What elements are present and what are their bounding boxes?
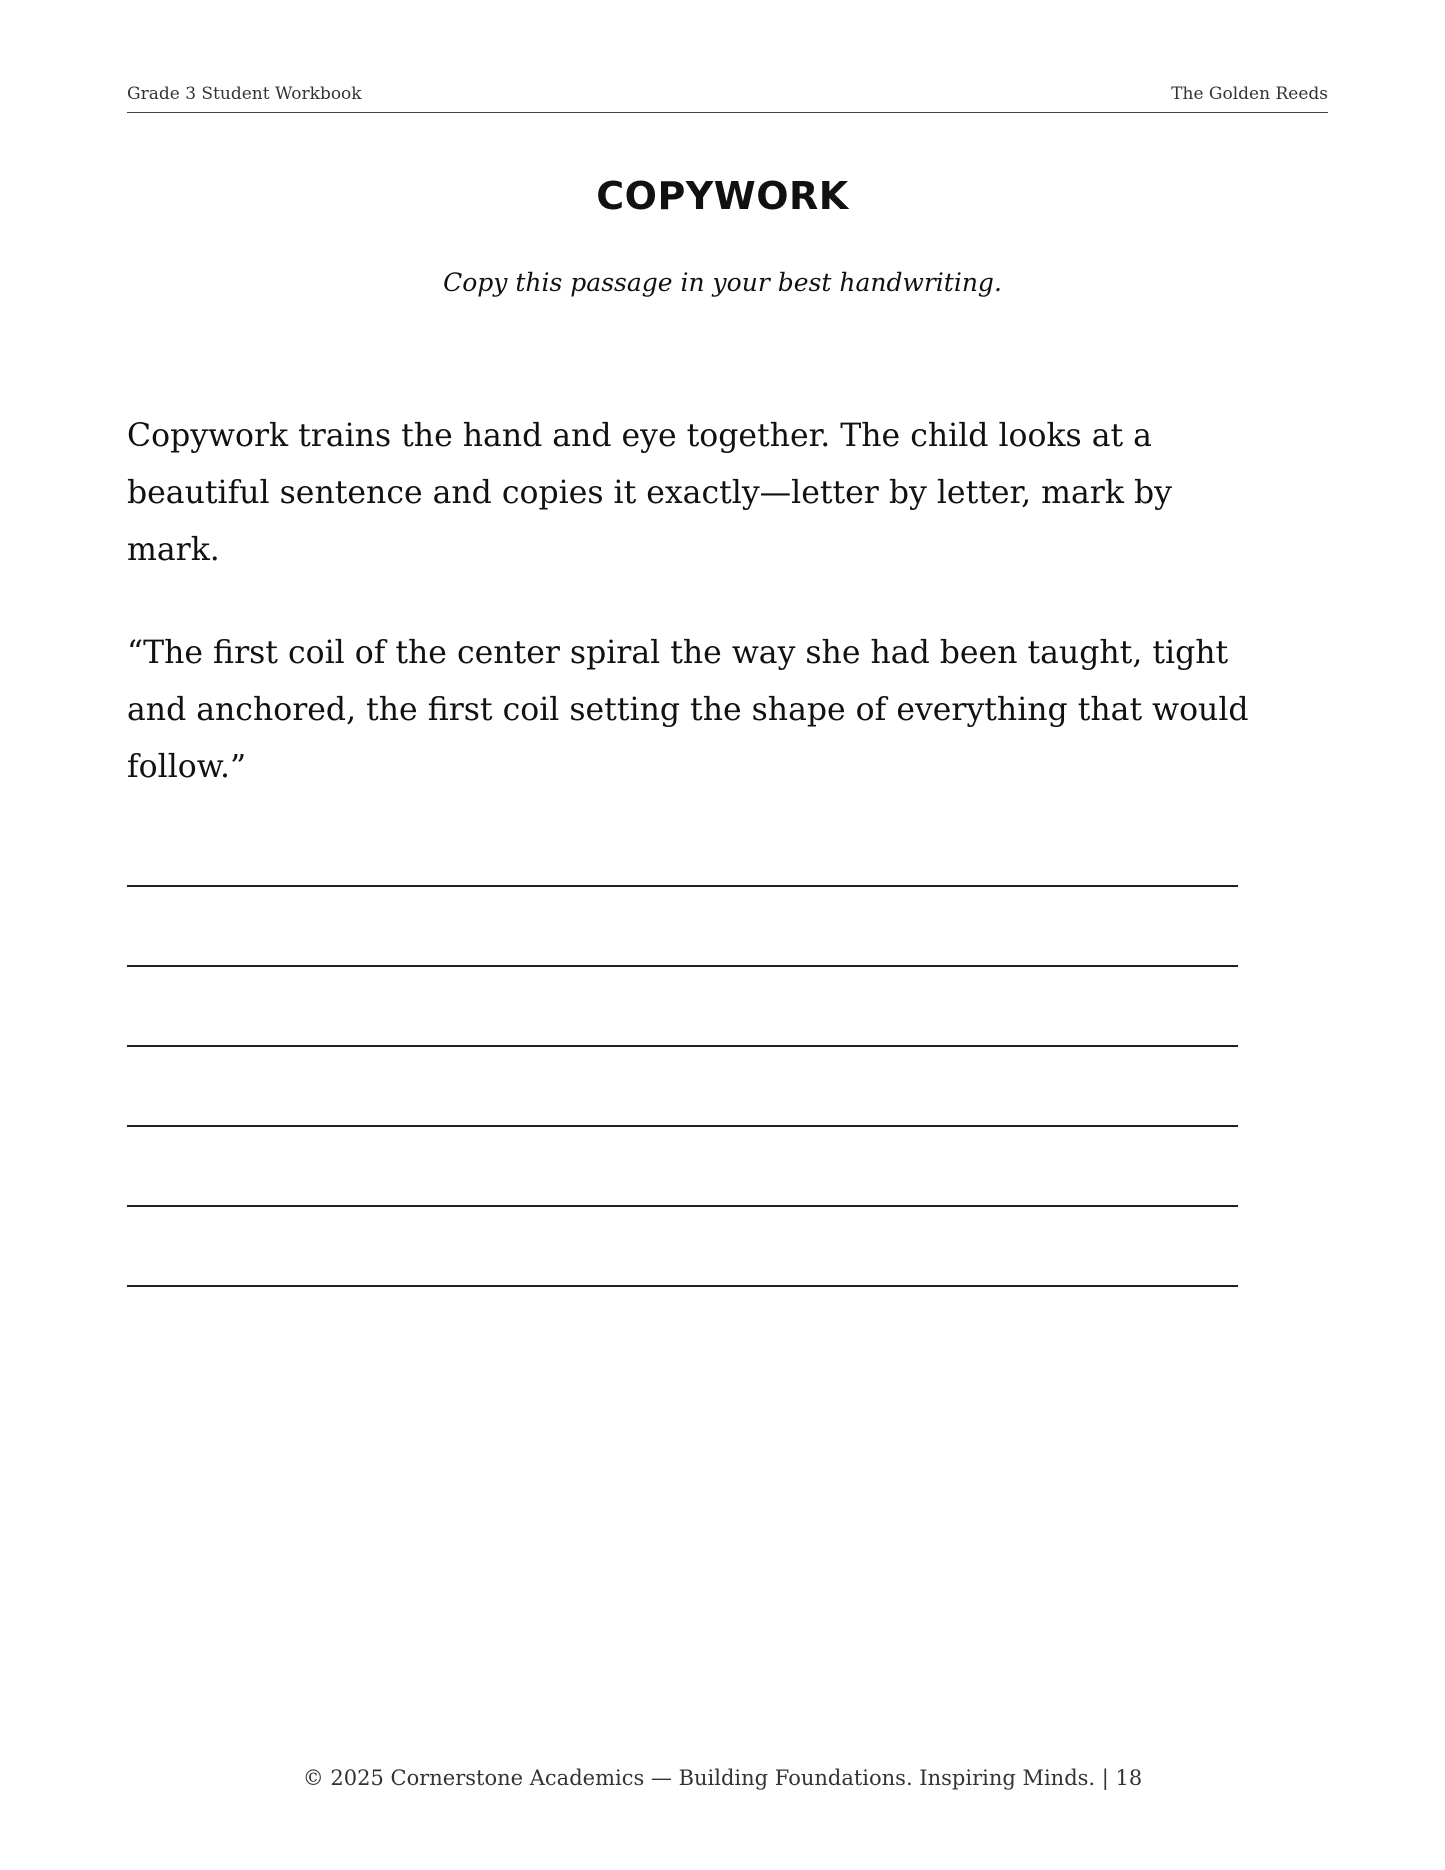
writing-line [127, 965, 1238, 967]
writing-line [127, 1285, 1238, 1287]
page-title: COPYWORK [596, 174, 849, 218]
page-footer: © 2025 Cornerstone Academics — Building Foundations. Inspiring Minds. | 18 [302, 1766, 1143, 1790]
writing-line [127, 1125, 1238, 1127]
page-header [127, 84, 1328, 113]
writing-line [127, 885, 1238, 887]
writing-line [127, 1045, 1238, 1047]
workbook-label: Grade 3 Student Workbook [127, 84, 362, 104]
intro-paragraph: Copywork trains the hand and eye together. The child looks at a beautiful sentence and copies it exactly—letter by letter, mark by mark. [127, 418, 1172, 568]
instructions: Copy this passage in your best handwriting. [443, 268, 1002, 297]
writing-line [127, 1205, 1238, 1207]
book-title: The Golden Reeds [1171, 84, 1328, 104]
copywork-passage: “The first coil of the center spiral the way she had been taught, tight and anchored, the first coil setting the shape of everything that would follow.” [127, 635, 1249, 785]
